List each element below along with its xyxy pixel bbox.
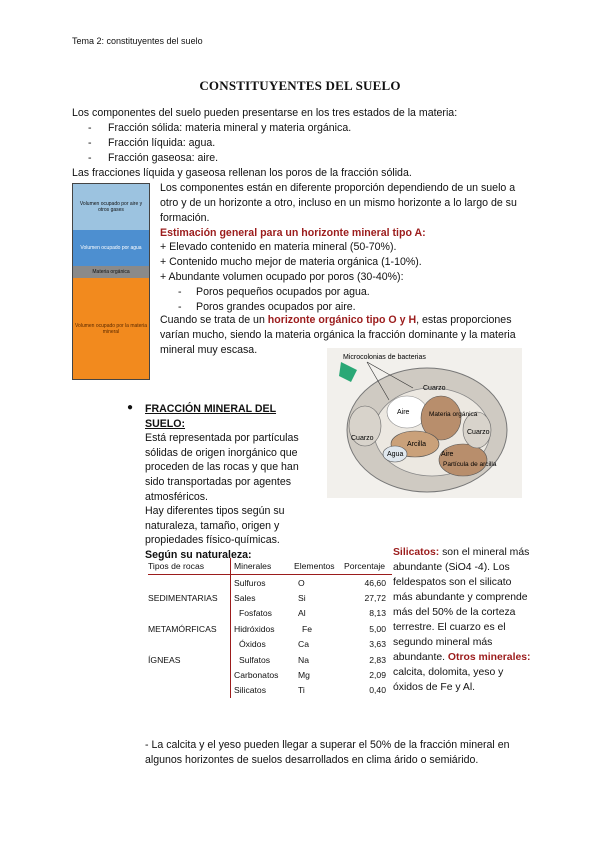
pore-item: - Poros pequeños ocupados por agua. [178,286,370,298]
organic-matter-segment: Materia orgánica [73,266,149,278]
quartz-label-left: Cuarzo [351,435,374,442]
estimation-item: + Abundante volumen ocupado por poros (30-40%): [160,271,404,283]
clay-particle-label: Partícula de arcilla [443,461,497,468]
mineral-heading: FRACCIÓN MINERAL DEL SUELO: [145,403,277,430]
bullet-dot: ● [127,402,134,413]
pores-note: Las fracciones líquida y gaseosa rellenan los poros de la fracción sólida. [72,167,412,179]
table-row: ÍGNEAS Sulfatos Na 2,83 [148,652,392,667]
quartz-label-right: Cuarzo [467,429,490,436]
silicates-note: Silicatos: son el mineral más abundante (SiO4 -4). Los feldespatos son el silicato más abundante y comprende más del 50% de la corteza terrestre. El cuarzo es el segundo mineral más abundante. Otros minerales: calcita, dolomita, yeso y óxidos de Fe y Al. [393,547,531,693]
table-row: Carbonatos Mg 2,09 [148,667,392,682]
table-row: METAMÓRFICAS Hidróxidos Fe 5,00 [148,621,392,636]
table-row: Silicatos Ti 0,40 [148,683,392,698]
page-header: Tema 2: constituyentes del suelo [72,36,203,46]
by-nature-heading: Según su naturaleza: [145,548,252,561]
soil-structure-figure [327,348,522,498]
water-volume-segment: Volumen ocupado por agua [73,230,149,266]
minerals-table [148,558,392,698]
estimation-list [160,240,528,315]
estimation-title: Estimación general para un horizonte mineral tipo A: [160,227,426,239]
table-header: Minerales [231,558,295,575]
water-label: Agua [387,451,404,458]
table-row: SEDIMENTARIAS Sales Si 27,72 [148,590,392,605]
mineral-section [145,402,315,563]
table-row: Sulfuros O 46,60 [148,575,392,591]
organic-horizon-text: Cuando se trata de un horizonte orgánico tipo O y H, estas proporciones varían mucho, siendo la materia orgánica la fracción dominante y la materia mineral muy escasa. [160,314,516,356]
soil-composition-column [72,183,150,380]
page-title: CONSTITUYENTES DEL SUELO [199,78,401,93]
organic-label: Materia orgánica [429,411,478,418]
proportion-text: Los componentes están en diferente proporción dependiendo de un suelo a otro y de un horizonte a otro, incluso en un mismo horizonte a lo largo de su formación. [160,182,517,224]
pore-item: - Poros grandes ocupados por aire. [178,301,356,313]
clay-label: Arcilla [407,441,427,448]
estimation-item: + Elevado contenido en materia mineral (50-70%). [160,241,397,253]
table-row: Óxidos Ca 3,63 [148,637,392,652]
table-header: Elementos [294,558,344,575]
table-header: Porcentaje [344,558,392,575]
air-label-lower: Aire [441,451,454,458]
state-item: - Fracción gaseosa: aire. [88,151,351,166]
state-item: - Fracción sólida: materia mineral y materia orgánica. [88,121,351,136]
mineral-types: Hay diferentes tipos según su naturaleza, tamaño, origen y propiedades físico-químicas. [145,505,285,547]
colonies-label: Microcolonias de bacterias [343,354,426,361]
estimation-item: + Contenido mucho mejor de materia orgánica (1-10%). [160,256,422,268]
footnote: - La calcita y el yeso pueden llegar a superar el 50% de la fracción mineral en algunos horizontes de suelos desarrollados en clima árido o semiárido. [145,739,510,766]
states-list [88,121,351,166]
table-header: Tipos de rocas [148,558,231,575]
table-row: Fosfatos Al 8,13 [148,606,392,621]
intro-text: Los componentes del suelo pueden presentarse en los tres estados de la materia: [72,107,458,119]
state-item: - Fracción líquida: agua. [88,136,351,151]
mineral-description: Está representada por partículas sólidas de origen inorgánico que proceden de las rocas y que han sido transportadas por agentes atmosféricos. [145,432,299,503]
mineral-volume-segment: Volumen ocupado por la materia mineral [73,278,149,379]
air-volume-segment: Volumen ocupado por aire y otros gases [73,184,149,230]
quartz-label: Cuarzo [423,385,446,392]
air-label: Aire [397,409,410,416]
